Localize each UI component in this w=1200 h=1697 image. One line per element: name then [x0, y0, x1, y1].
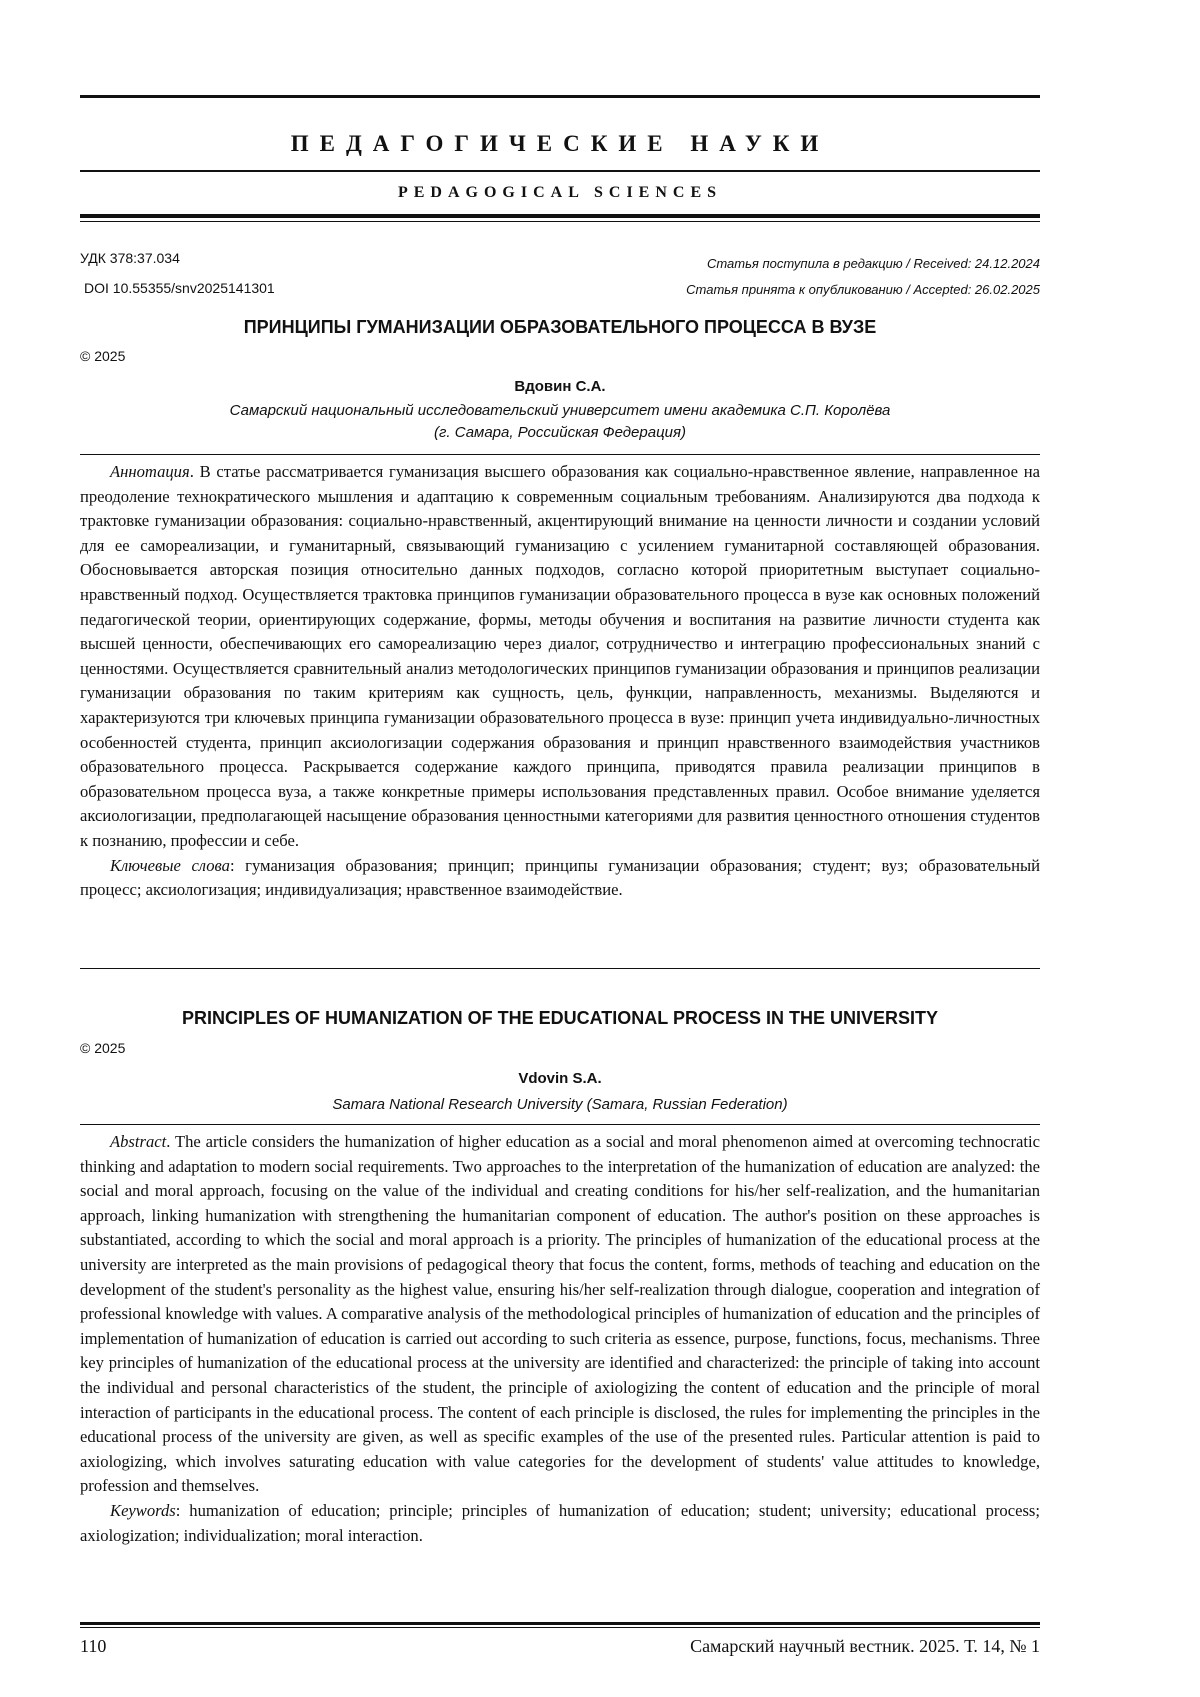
accepted-date: Статья принята к опубликованию / Accepted: 26.02.2025	[686, 282, 1040, 297]
received-date: Статья поступила в редакцию / Received: 24.12.2024	[706, 256, 1040, 271]
abstract-en-top-rule	[80, 1124, 1040, 1125]
footer-rule-thin	[80, 1627, 1040, 1628]
abstract-en-paragraph	[80, 1130, 1040, 1499]
header-bottom-rule-thin	[80, 221, 1040, 222]
affiliation-ru-line1: Самарский национальный исследовательский университет имени академика С.П. Королёва	[229, 402, 891, 419]
article-title-ru: ПРИНЦИПЫ ГУМАНИЗАЦИИ ОБРАЗОВАТЕЛЬНОГО ПРОЦЕССА В ВУЗЕ	[243, 317, 877, 337]
abstract-en-text: . The article considers the humanization of higher education as a social and moral phenomenon aimed at overcoming technocratic thinking and adaptation to modern social requirements. Two approaches to the interpretation of the humanization of education are analyzed: the social and moral approach, focusing on the value of the individual and creating conditions for his/her self-realization, and the humanitarian approach, linking humanization with strengthening the humanitarian component of education. The author's position on these approaches is substantiated, according to which the social and moral approach is a priority. The principles of humanization of the educational process at the university are interpreted as the main provisions of pedagogical theory that focus the content, forms, methods of teaching and education on the development of the student's personality as the highest value, ensuring his/her self-realization through dialogue, cooperation and integration of professional knowledge with values. A comparative analysis of the methodological principles of humanization of education and the principles of implementation of humanization of education is carried out according to such criteria as essence, purpose, functions, focus, mechanisms. Three key principles of humanization of the educational process at the university are identified and characterized: the principle of taking into account the individual and personal characteristics of the student, the principle of axiologizing the content of education and the principle of moral interaction of participants in the educational process. The content of each principle is disclosed, the rules for implementing the principles in the educational process of the university are given, as well as specific examples of the use of the presented rules. Particular attention is paid to axiologizing, which involves saturating education with value categories for the development of students' value attitudes to knowledge, profession and themselves.	[80, 1132, 1040, 1496]
affiliation-ru-line2: (г. Самара, Российская Федерация)	[433, 424, 687, 441]
keywords-ru-label: Ключевые слова	[110, 855, 230, 875]
udc-code: УДК 378:37.034	[80, 250, 180, 266]
keywords-en-label: Keywords	[110, 1500, 176, 1520]
abstract-en	[80, 1130, 1040, 1548]
author-ru: Вдовин С.А.	[514, 378, 606, 395]
footer-rule-thick	[80, 1622, 1040, 1625]
journal-citation: Самарский научный вестник. 2025. Т. 14, № 1	[690, 1636, 1040, 1656]
abstract-ru	[80, 460, 1040, 903]
abstract-ru-paragraph	[80, 460, 1040, 854]
article-title-en: PRINCIPLES OF HUMANIZATION OF THE EDUCATIONAL PROCESS IN THE UNIVERSITY	[181, 1008, 939, 1028]
keywords-ru-paragraph	[80, 854, 1040, 903]
keywords-ru-text: : гуманизация образования; принцип; принципы гуманизации образования; студент; вуз; образовательный процесс; аксиологизация; индивидуализация; нравственное взаимодействие.	[80, 855, 1040, 900]
header-bottom-rule-thick	[80, 214, 1040, 218]
abstract-ru-label: Аннотация	[110, 462, 190, 481]
abstract-en-label: Abstract	[110, 1132, 167, 1151]
affiliation-ru	[80, 400, 1040, 444]
copyright-ru: © 2025	[80, 348, 126, 364]
author-en: Vdovin S.A.	[518, 1070, 602, 1087]
header-mid-rule	[80, 170, 1040, 172]
abstract-ru-text: . В статье рассматривается гуманизация высшего образования как социально-нравственное явление, направленное на преодоление технократического мышления и адаптацию к современным социальным требованиям. Анализируются два подхода к трактовке гуманизации образования: социально-нравственный, акцентирующий внимание на ценности личности и создании условий для ее самореализации, и гуманитарный, связывающий гуманизацию с усилением гуманитарной составляющей образования. Обосновывается авторская позиция относительно данных подходов, согласно которой приоритетным выступает социально-нравственный подход. Осуществляется трактовка принципов гуманизации образовательного процесса в вузе как основных положений педагогической теории, ориентирующих содержание, формы, методы обучения и воспитания на развитие личности студента как высшей ценности, обеспечивающих его самореализацию через диалог, сотрудничество и интеграцию профессиональных знаний с ценностями. Осуществляется сравнительный анализ методологических принципов гуманизации образования и принципов реализации гуманизации образования по таким критериям как сущность, цель, функции, направленность, механизмы. Выделяются и характеризуются три ключевых принципа гуманизации образовательного процесса в вузе: принцип учета индивидуально-личностных особенностей студента, принцип аксиологизации содержания образования и принцип нравственного взаимодействия участников образовательного процесса. Раскрывается содержание каждого принципа, приводятся правила реализации принципов в образовательном процесса вуза, а также конкретные примеры использования представленных правил. Особое внимание уделяется аксиологизации, предполагающей насыщение образования ценностными категориями для развития ценностного отношения студентов к познанию, профессии и себе.	[80, 462, 1040, 850]
section-title-ru: ПЕДАГОГИЧЕСКИЕ НАУКИ	[290, 131, 830, 156]
keywords-en-text: : humanization of education; principle; principles of humanization of education; student; university; educational process; axiologization; individualization; moral interaction.	[80, 1500, 1040, 1545]
keywords-en-paragraph	[80, 1499, 1040, 1548]
affiliation-en: Samara National Research University (Samara, Russian Federation)	[332, 1096, 788, 1113]
section-title-en: PEDAGOGICAL SCIENCES	[397, 184, 723, 201]
abstract-ru-bottom-rule	[80, 968, 1040, 969]
copyright-en: © 2025	[80, 1040, 126, 1056]
page-number: 110	[80, 1636, 107, 1656]
abstract-ru-top-rule	[80, 454, 1040, 455]
header-top-rule	[80, 95, 1040, 98]
doi[interactable]: DOI 10.55355/snv2025141301	[84, 280, 275, 296]
